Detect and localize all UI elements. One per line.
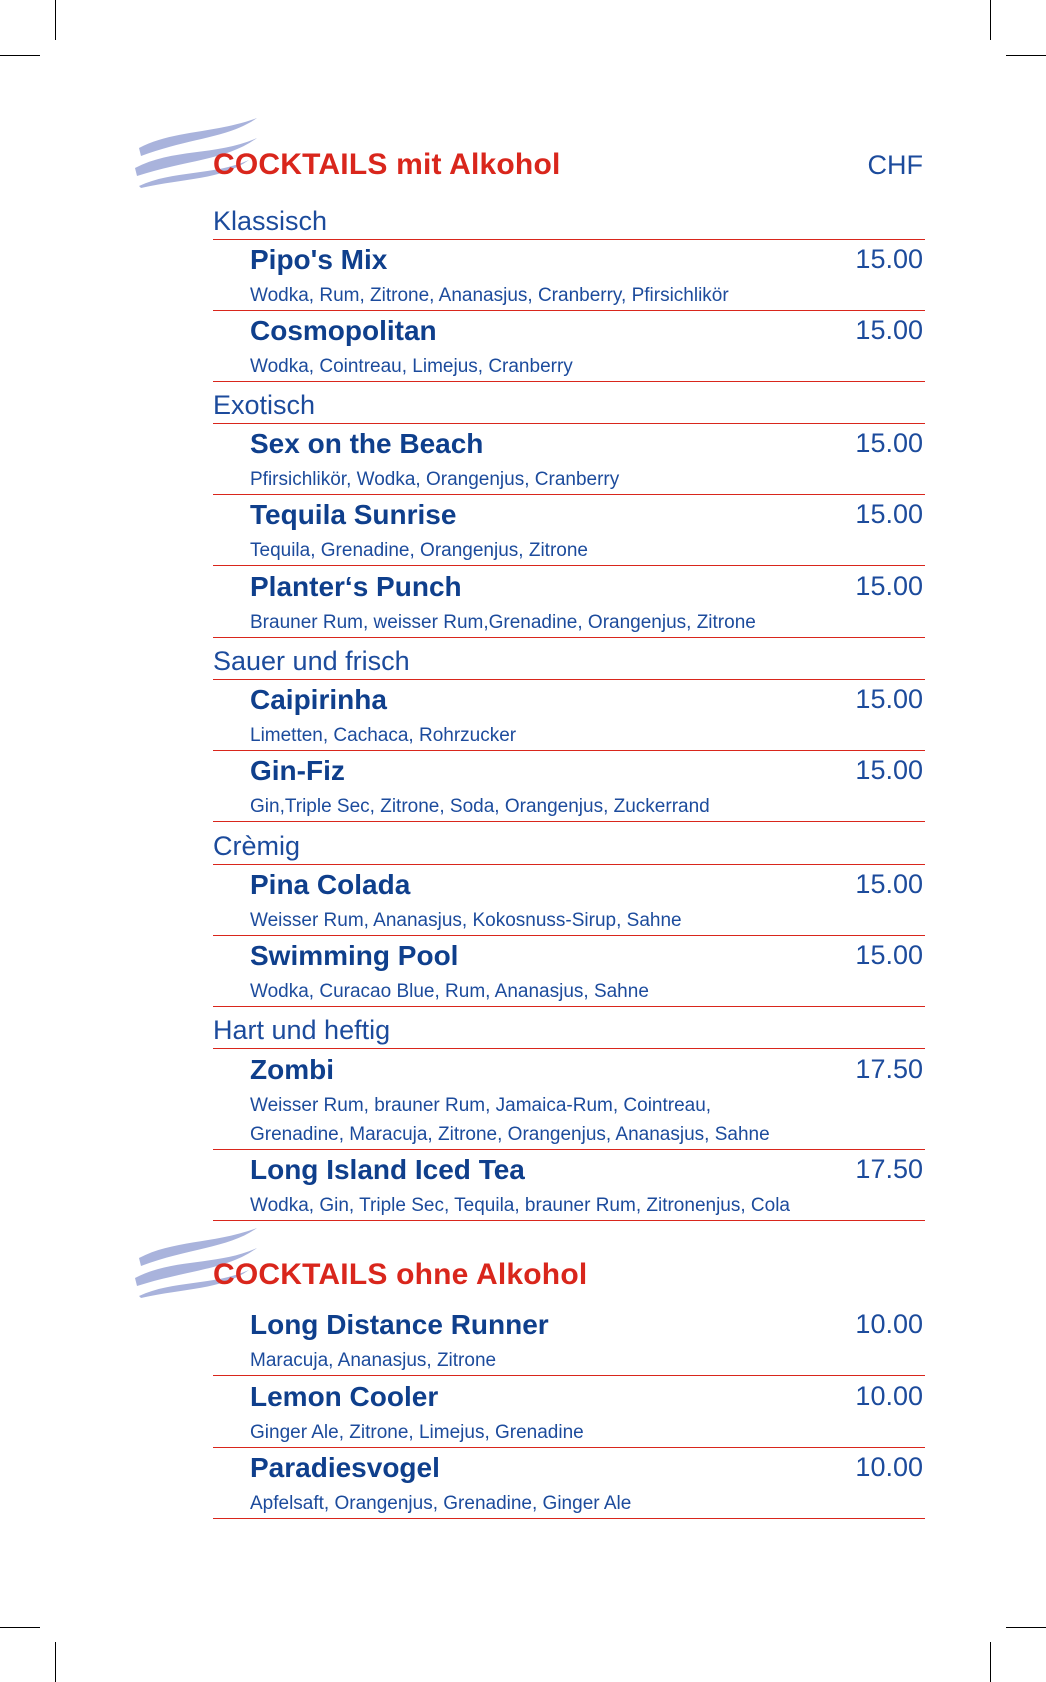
menu-item xyxy=(213,865,925,936)
item-name: Cosmopolitan xyxy=(250,315,437,346)
item-price: 10.00 xyxy=(855,1309,923,1339)
item-price: 15.00 xyxy=(855,940,923,970)
item-description: Wodka, Rum, Zitrone, Ananasjus, Cranberry, Pfirsichlikör xyxy=(250,285,729,306)
item-name: Caipirinha xyxy=(250,684,387,715)
item-price: 15.00 xyxy=(855,244,923,274)
category-heading: Hart und heftig xyxy=(213,1012,925,1049)
crop-mark xyxy=(990,0,991,40)
item-name: Lemon Cooler xyxy=(250,1381,439,1412)
menu-item xyxy=(213,567,925,638)
item-price: 15.00 xyxy=(855,755,923,785)
crop-mark xyxy=(1006,55,1046,56)
crop-mark xyxy=(0,55,40,56)
item-name: Zombi xyxy=(250,1054,334,1085)
item-description: Wodka, Cointreau, Limejus, Cranberry xyxy=(250,356,573,377)
item-price: 10.00 xyxy=(855,1452,923,1482)
section-title: COCKTAILS mit Alkohol xyxy=(213,148,561,181)
item-description: Tequila, Grenadine, Orangenjus, Zitrone xyxy=(250,540,588,561)
item-description: Weisser Rum, Ananasjus, Kokosnuss-Sirup, Sahne xyxy=(250,910,682,931)
section-header-non-alcoholic xyxy=(213,1258,925,1298)
item-name: Gin-Fiz xyxy=(250,755,345,786)
menu-item xyxy=(213,495,925,566)
menu-item xyxy=(213,936,925,1007)
item-price: 15.00 xyxy=(855,684,923,714)
item-price: 15.00 xyxy=(855,499,923,529)
item-description: Pfirsichlikör, Wodka, Orangenjus, Cranberry xyxy=(250,469,620,490)
item-name: Long Distance Runner xyxy=(250,1309,549,1340)
item-price: 15.00 xyxy=(855,315,923,345)
category-heading: Sauer und frisch xyxy=(213,643,925,680)
item-description: Wodka, Curacao Blue, Rum, Ananasjus, Sahne xyxy=(250,981,649,1002)
item-description: Gin,Triple Sec, Zitrone, Soda, Orangenjus, Zuckerrand xyxy=(250,796,710,817)
item-name: Planter‘s Punch xyxy=(250,571,462,602)
item-name: Swimming Pool xyxy=(250,940,459,971)
item-description: Brauner Rum, weisser Rum,Grenadine, Orangenjus, Zitrone xyxy=(250,612,756,633)
item-description: Wodka, Gin, Triple Sec, Tequila, brauner Rum, Zitronenjus, Cola xyxy=(250,1195,790,1216)
item-price: 15.00 xyxy=(855,869,923,899)
menu-item xyxy=(213,1305,925,1376)
item-name: Pina Colada xyxy=(250,869,411,900)
item-price: 17.50 xyxy=(855,1154,923,1184)
menu-item xyxy=(213,240,925,311)
menu-item xyxy=(213,311,925,382)
item-name: Paradiesvogel xyxy=(250,1452,440,1483)
crop-mark xyxy=(55,0,56,40)
item-price: 17.50 xyxy=(855,1054,923,1084)
item-description: Weisser Rum, brauner Rum, Jamaica-Rum, Cointreau, Grenadine, Maracuja, Zitrone, Orangenjus, Ananasjus, Sahne xyxy=(250,1095,770,1145)
menu-item xyxy=(213,751,925,822)
currency-label: CHF xyxy=(867,150,923,180)
menu-item xyxy=(213,1050,925,1150)
category-heading: Klassisch xyxy=(213,203,925,240)
item-description: Apfelsaft, Orangenjus, Grenadine, Ginger Ale xyxy=(250,1493,632,1514)
menu-item xyxy=(213,680,925,751)
item-price: 15.00 xyxy=(855,571,923,601)
item-name: Pipo's Mix xyxy=(250,244,388,275)
item-description: Maracuja, Ananasjus, Zitrone xyxy=(250,1350,497,1371)
menu-item xyxy=(213,1448,925,1519)
section-header-alcoholic xyxy=(213,148,925,188)
crop-mark xyxy=(990,1642,991,1682)
crop-mark xyxy=(1006,1627,1046,1628)
menu-item xyxy=(213,424,925,495)
item-name: Sex on the Beach xyxy=(250,428,484,459)
crop-mark xyxy=(55,1642,56,1682)
crop-mark xyxy=(0,1627,40,1628)
category-heading: Exotisch xyxy=(213,387,925,424)
menu-item xyxy=(213,1150,925,1221)
item-description: Limetten, Cachaca, Rohrzucker xyxy=(250,725,517,746)
item-name: Tequila Sunrise xyxy=(250,499,457,530)
section-title: COCKTAILS ohne Alkohol xyxy=(213,1258,588,1291)
item-price: 15.00 xyxy=(855,428,923,458)
item-name: Long Island Iced Tea xyxy=(250,1154,525,1185)
category-heading: Crèmig xyxy=(213,828,925,865)
item-description: Ginger Ale, Zitrone, Limejus, Grenadine xyxy=(250,1422,584,1443)
item-price: 10.00 xyxy=(855,1381,923,1411)
menu-item xyxy=(213,1377,925,1448)
